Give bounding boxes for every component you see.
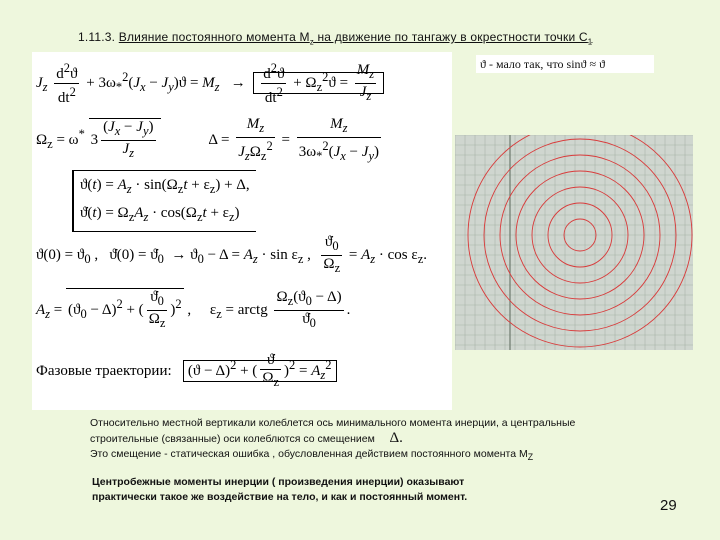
phase-trajectories: Фазовые траектории: $(ϑ - \Delta)^2$ + ( $\frac{ϑ̇}{\Omega_z}$ )$^2 = A_z^2$ (36, 352, 337, 391)
solution-system: $ϑ(t) = A_z \cdot \sin(\Omega_zt + \varepsilon_z) + \Delta$, ϑ̇(t) = $\Omega_zA_z \cdot \cos(\Omega_zt + \varepsilon_z)$ (72, 170, 256, 232)
centrifugal-moments-note (92, 475, 612, 505)
amplitude-phase: $A_z = (ϑ_0 - \Delta)^2$ + ( $\frac{ϑ̇_0}{\Omega_z}$ )$^2$ , $\varepsilon_z$ = arctg $\frac{\Omega_z(ϑ_0 - \Delta)}{ϑ̇_0}$ . (36, 289, 351, 330)
section-title: Влияние постоянного момента $M_z$ на движение по тангажу в окрестности точки $C_1$ (118, 30, 593, 47)
explanation-line-2: строительные (связанные) оси колеблются со смещением Δ. (90, 430, 403, 446)
delta-symbol: Δ. (389, 430, 403, 446)
bold-line-2: практически такое же воздействие на тело, и как и постоянный момент. (92, 491, 468, 503)
equation-of-motion: $J_z$ $\frac{d^2ϑ}{dt^2}$ + $3\omega_*^2(J_x - J_y)ϑ = M_z$ → $\frac{d^2ϑ}{dt^2}$ + $\Omega_z^2ϑ$ = $\frac{M_z}{J_z}$ (36, 60, 384, 107)
section-heading (78, 30, 592, 46)
small-angle-note: ϑ - мало так, что sinϑ ≈ ϑ (476, 55, 654, 73)
explanation-line-3: Это смещение - статическая ошибка , обусловленная действием постоянного момента $M_Z$ (90, 448, 534, 463)
phase-portrait-plot (455, 135, 693, 350)
initial-conditions: $ϑ(0) = ϑ_0$ , ϑ̇(0) = $ϑ̇_0 \to ϑ_0 - \Delta = A_z \cdot \sin \varepsilon_z$ , $\frac{ϑ̇_0}{\Omega_z}$ = $A_z \cdot \cos \varepsilon_z$. (36, 234, 427, 275)
bold-line-1: Центробежные моменты инерции ( произведения инерции) оказывают (92, 476, 465, 488)
explanation-text (90, 416, 690, 465)
formula-panel (32, 52, 452, 410)
section-number: 1.11.3. (78, 30, 116, 44)
explanation-line-1: Относительно местной вертикали колеблется ось минимального момента инерции, а центральные (90, 417, 576, 429)
omega-delta-definitions: $\Omega_z = \omega^*$ 3 $\frac{(J_x - J_y)}{J_z}$ Δ = $\frac{M_z}{J_z\Omega_z^2}$ = $\frac{M_z}{3\omega_*^2(J_x - J_y)}$ (36, 116, 379, 163)
phase-label: Фазовые траектории: (36, 362, 172, 379)
page-number: 29 (660, 497, 677, 514)
